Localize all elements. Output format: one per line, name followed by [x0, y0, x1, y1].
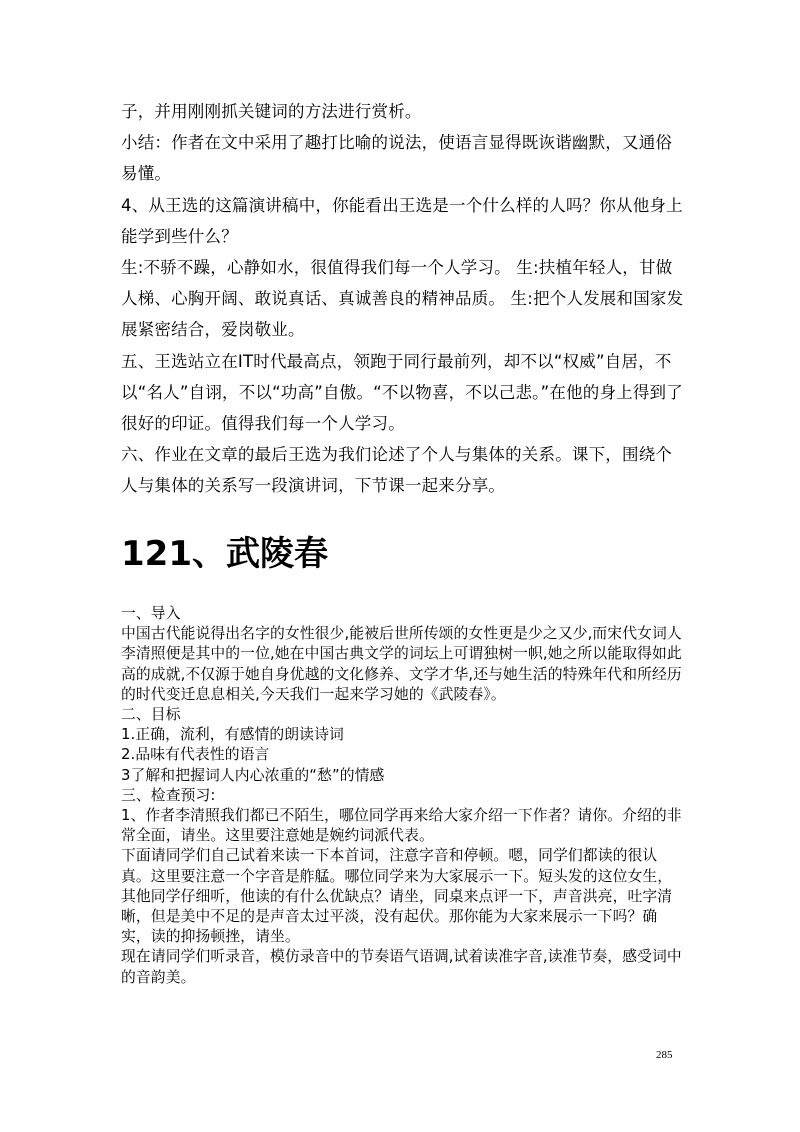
lesson-body [121, 604, 687, 988]
lesson-continuation [121, 96, 687, 502]
recording-paragraph: 现在请同学们听录音，模仿录音中的节奏语气语调,试着读准字音,读准节奏，感受词中的音韵美。 [121, 948, 682, 986]
homework-paragraph: 六、作业在文章的最后王选为我们论述了个人与集体的关系。课下，围绕个人与集体的关系写一段演讲词，下节课一起来分享。 [121, 445, 673, 496]
goal-item: 1.正确，流利，有感情的朗读诗词 [121, 726, 344, 744]
section-five-paragraph: 五、王选站立在IT时代最高点，领跑于同行最前列，却不以“权威”自居，不以“名人”自诩，不以“功高”自傲。“不以物喜，不以己悲。”在他的身上得到了很好的印证。值得我们每一个人学习。 [121, 351, 683, 434]
paragraph: 子，并用刚刚抓关键词的方法进行赏析。 [121, 102, 422, 121]
section-heading-intro: 一、导入 [121, 605, 181, 622]
intro-paragraph: 中国古代能说得出名字的女性很少,能被后世所传颂的女性更是少之又少,而宋代女词人李清照便是其中的一位,她在中国古典文学的词坛上可谓独树一帜,她之所以能取得如此高的成就,不仅源于她自身优越的文化修养、文学才华,还与她生活的特殊年代和所经历的时代变迁息息相关,今天我们一起来学习她的《武陵春》。 [121, 625, 682, 703]
section-heading-goals: 二、目标 [121, 706, 181, 724]
reading-paragraph: 下面请同学们自己试着来读一下本首词，注意字音和停顿。嗯，同学们都读的很认真。这里要注意一个字音是舴艋。哪位同学来为大家展示一下。短头发的这位女生，其他同学仔细听，他读的有什么优缺点？请坐，同桌来点评一下，声音洪亮，吐字清晰，但是美中不足的是声音太过平淡，没有起伏。那你能为大家来展示一下吗？确实，读的抑扬顿挫，请坐。 [121, 847, 673, 946]
goal-item: 2.品味有代表性的语言 [121, 746, 270, 764]
page-number: 285 [656, 1049, 673, 1061]
preview-paragraph: 1、作者李清照我们都已不陌生，哪位同学再来给大家介绍一下作者？请你。介绍的非常全面，请坐。这里要注意她是婉约词派代表。 [121, 807, 682, 845]
student-answers-paragraph: 生:不骄不躁，心静如水，很值得我们每一个人学习。 生:扶植年轻人，甘做人梯、心胸开阔、敢说真话、真诚善良的精神品质。 生:把个人发展和国家发展紧密结合，爱岗敬业。 [121, 258, 684, 340]
section-heading-preview: 三、检查预习: [121, 786, 216, 804]
question-paragraph: 4、从王选的这篇演讲稿中，你能看出王选是一个什么样的人吗？你从他身上能学到些什么？ [121, 195, 683, 246]
summary-paragraph: 小结：作者在文中采用了趣打比喻的说法，使语言显得既诙谐幽默，又通俗易懂。 [121, 133, 673, 184]
chapter-title: 121、武陵春 [121, 534, 328, 574]
goal-item: 3了解和把握词人内心浓重的“愁”的情感 [121, 766, 385, 784]
